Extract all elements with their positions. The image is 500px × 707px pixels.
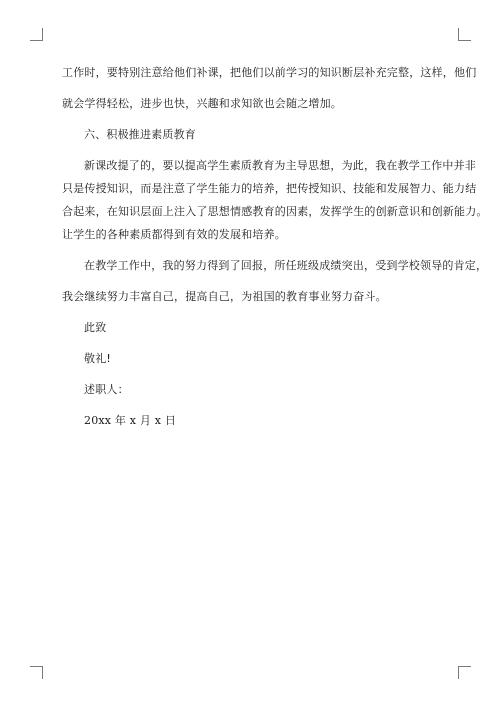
paragraph-line: 只是传授知识，而是注意了学生能力的培养，把传授知识、技能和发展智力、能力结: [62, 182, 477, 195]
closing-regards: 敬礼!: [84, 352, 112, 365]
section-heading: 六、积极推进素质教育: [84, 128, 196, 141]
signature-label: 述职人：: [84, 383, 129, 396]
paragraph-line: 合起来，在知识层面上注入了思想情感教育的因素，发挥学生的创新意识和创新能力。: [62, 205, 488, 218]
crop-mark-top-left: [30, 28, 43, 41]
paragraph-line: 新课改提了的，要以提高学生素质教育为主导思想，为此，我在教学工作中并非: [84, 159, 476, 172]
document-body: [62, 65, 488, 444]
document-date: 20xx 年 x 月 x 日: [84, 414, 177, 427]
paragraph-line: 就会学得轻松，进步也快，兴趣和求知欲也会随之增加。: [62, 97, 342, 110]
paragraph-line: 工作时，要特别注意给他们补课，把他们以前学习的知识断层补充完整，这样，他们: [62, 66, 477, 79]
crop-mark-bottom-right: [458, 666, 471, 679]
crop-mark-bottom-left: [30, 666, 43, 679]
closing-salutation: 此致: [84, 321, 107, 334]
paragraph-line: 在教学工作中，我的努力得到了回报，所任班级成绩突出，受到学校领导的肯定，: [84, 259, 488, 272]
crop-mark-top-right: [458, 28, 471, 41]
paragraph-line: 让学生的各种素质都得到有效的发展和培养。: [62, 228, 286, 241]
paragraph-line: 我会继续努力丰富自己，提高自己，为祖国的教育事业努力奋斗。: [62, 290, 387, 303]
